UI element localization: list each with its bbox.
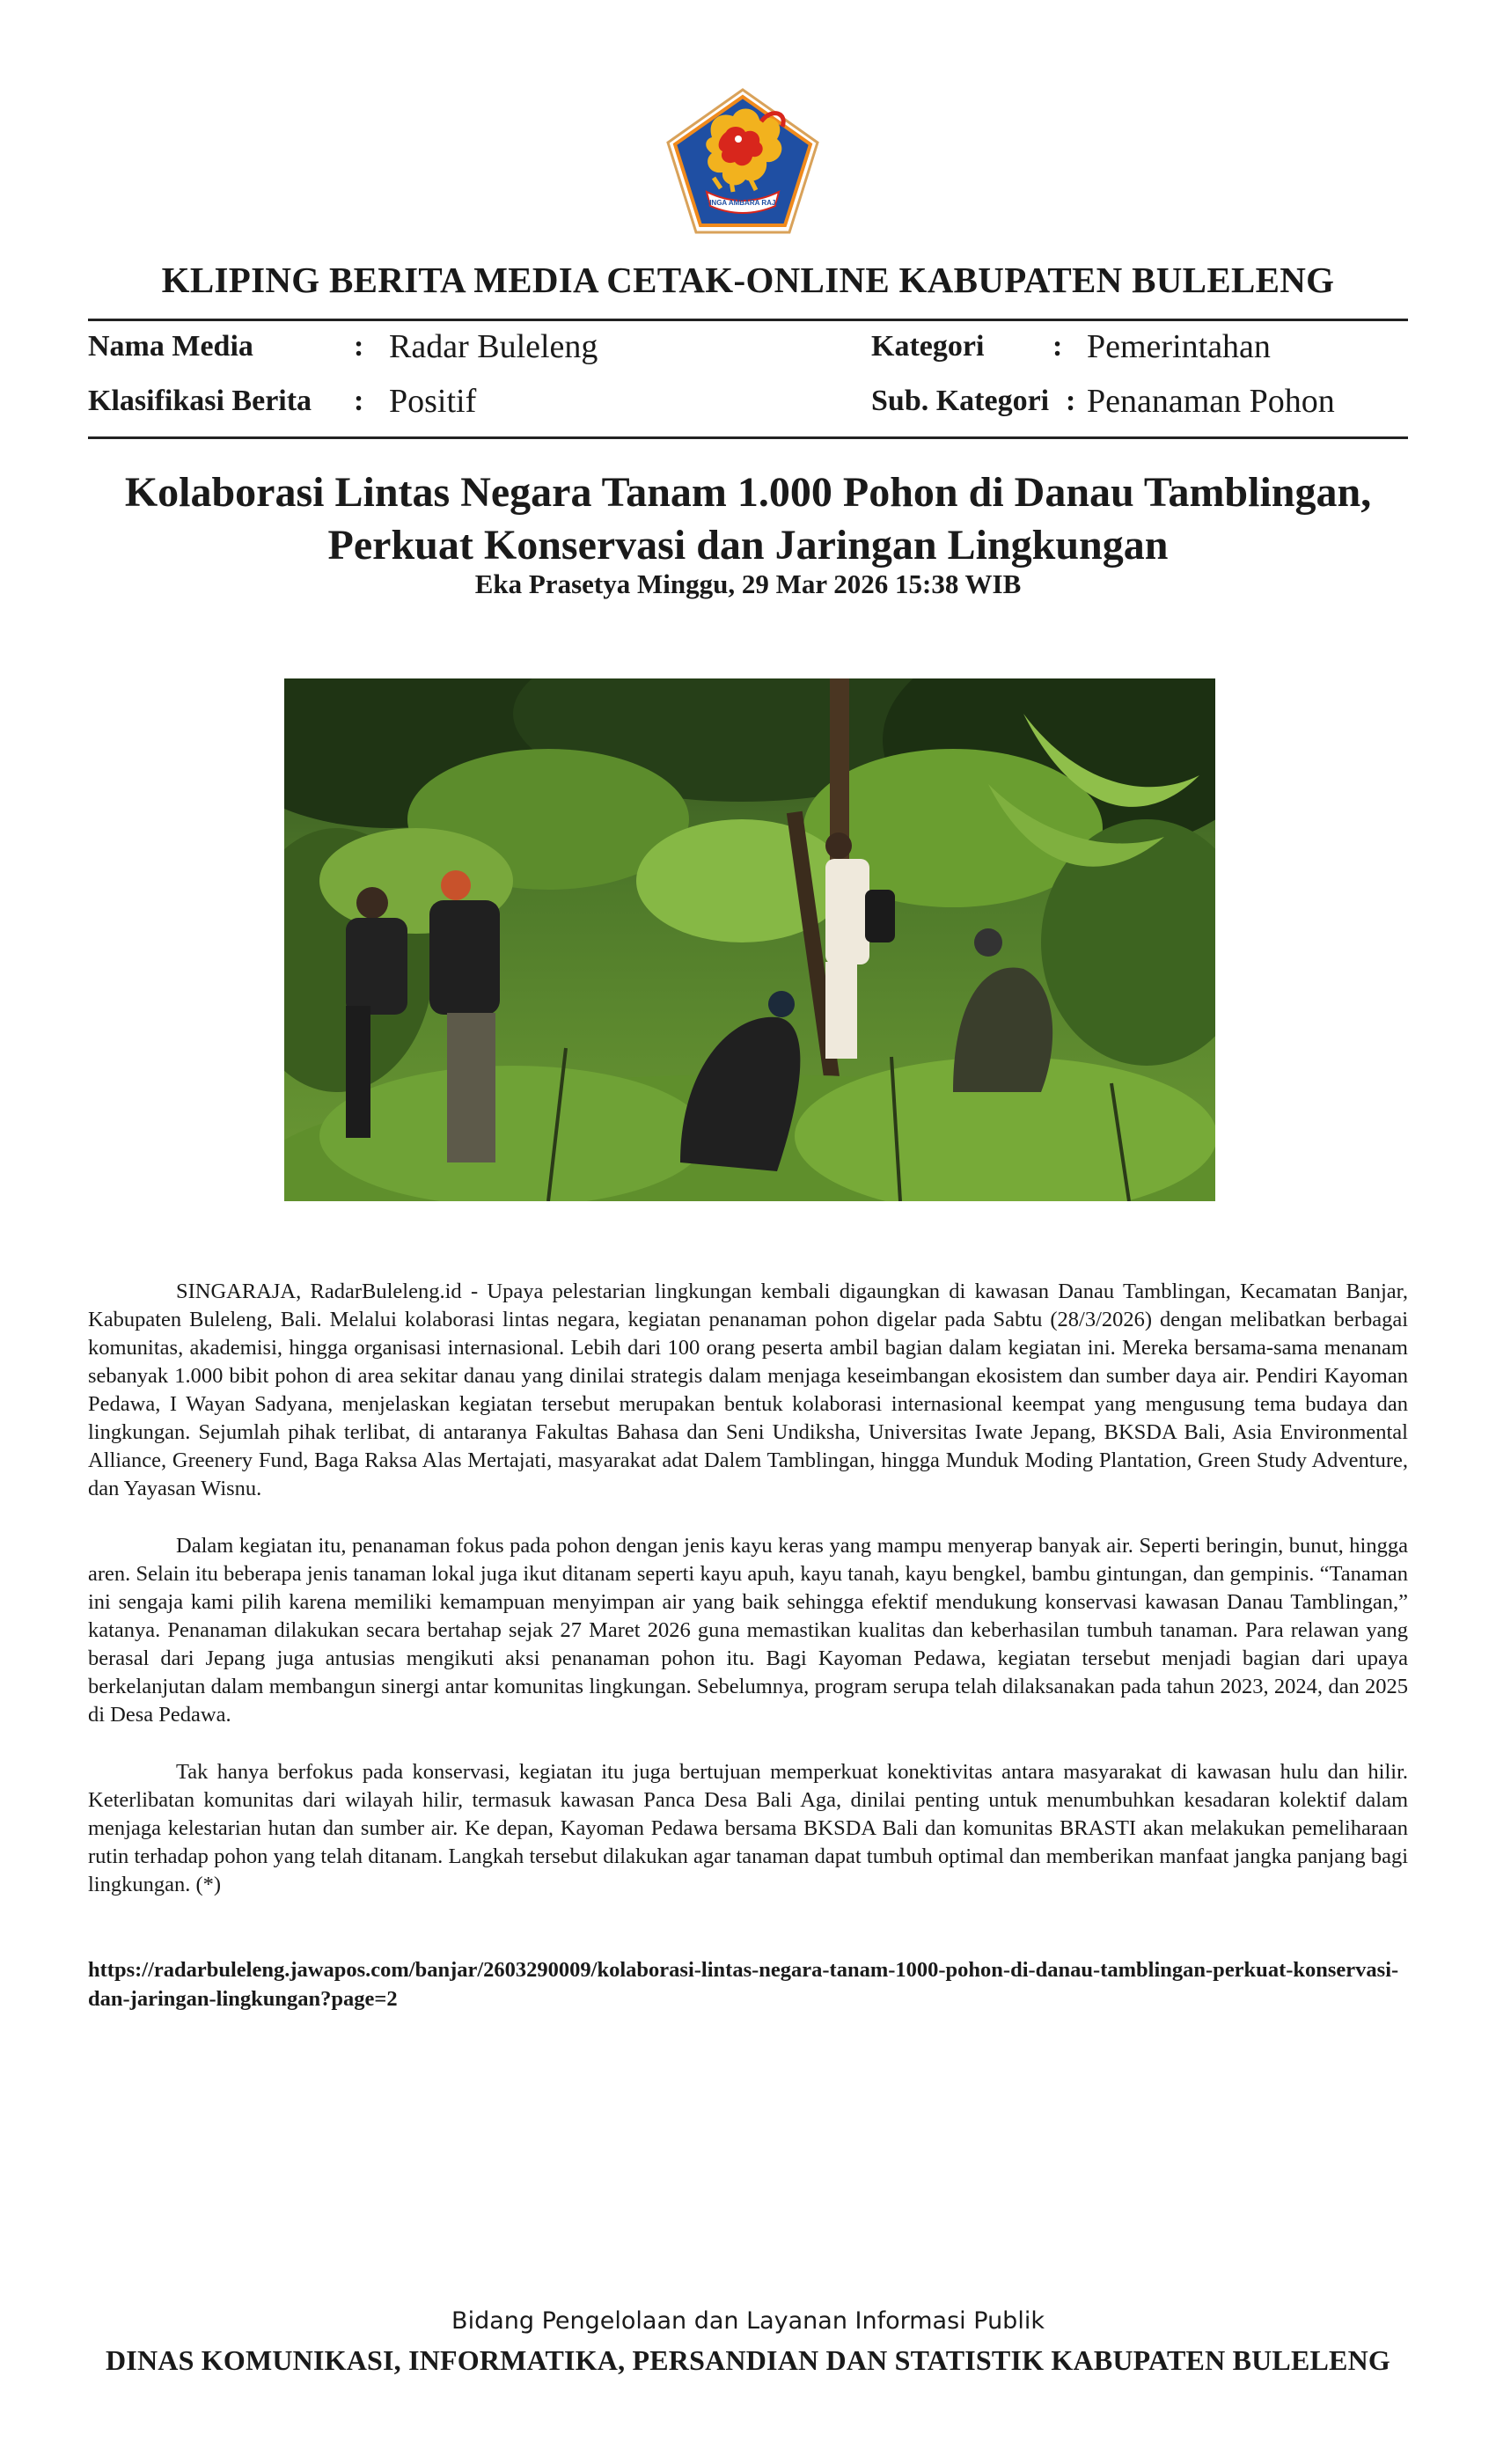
buleleng-emblem-logo [664, 86, 821, 236]
headline-line-2: Perkuat Konservasi dan Jaringan Lingkungan [327, 522, 1169, 568]
logo-motto-text: SINGA AMBARA RAJA [704, 199, 781, 207]
klasifikasi-colon: : [354, 385, 364, 417]
klasifikasi-label: Klasifikasi Berita [88, 385, 312, 417]
article-byline: Eka Prasetya Minggu, 29 Mar 2026 15:38 WIB [474, 568, 1022, 599]
header-divider-bottom [88, 436, 1408, 439]
article-paragraph: SINGARAJA, RadarBuleleng.id - Upaya pelestarian lingkungan kembali digaungkan di kawasan Danau Tamblingan, Kecamatan Banjar, Kabupaten Buleleng, Bali. Melalui kolaborasi lintas negara, kegiatan penanaman pohon digelar pada Sabtu (28/3/2026) dengan melibatkan berbagai komunitas, akademisi, hingga organisasi internasional. Lebih dari 100 orang peserta ambil bagian dalam kegiatan ini. Mereka bersama-sama menanam sebanyak 1.000 bibit pohon di area sekitar danau yang dinilai strategis dalam menjaga keseimbangan ekosistem dan sumber daya air. Pendiri Kayoman Pedawa, I Wayan Sadyana, menjelaskan kegiatan tersebut merupakan bentuk kolaborasi internasional keempat yang mengusung tema budaya dan lingkungan. Sejumlah pihak terlibat, di antaranya Fakultas Bahasa dan Seni Undiksha, Universitas Iwate Jepang, BKSDA Bali, Asia Environmental Alliance, Greenery Fund, Baga Raksa Alas Mertajati, masyarakat adat Dalem Tamblingan, hingga Munduk Moding Plantation, Green Study Adventure, dan Yayasan Wisnu. [88, 1280, 1408, 1500]
header-divider-top [88, 319, 1408, 321]
article-photo [284, 678, 1215, 1201]
sub-kategori-colon: : [1066, 385, 1076, 417]
nama-media-colon: : [354, 330, 364, 363]
article-body [88, 1278, 1408, 1928]
sub-kategori-value: Penanaman Pohon [1087, 383, 1335, 420]
kategori-value: Pemerintahan [1087, 328, 1271, 365]
article-headline [88, 466, 1408, 572]
article-paragraph: Dalam kegiatan itu, penanaman fokus pada pohon dengan jenis kayu keras yang mampu menyerap banyak air. Seperti beringin, bunut, hingga aren. Selain itu beberapa jenis tanaman lokal juga ikut ditanam seperti kayu apuh, kayu tanah, kayu bengkel, bambu gintungan, dan gempinis. “Tanaman ini sengaja kami pilih karena memiliki kemampuan menyimpan air yang baik sehingga efektif mendukung konservasi kawasan Danau Tamblingan,” katanya. Penanaman dilakukan secara bertahap sejak 27 Maret 2026 guna memastikan kualitas dan keberhasilan tumbuh tanaman. Para relawan yang berasal dari Jepang juga antusias mengikuti aksi penanaman pohon itu. Bagi Kayoman Pedawa, kegiatan tersebut menjadi bagian dari upaya berkelanjutan dalam membangun sinergi antar komunitas lingkungan. Sebelumnya, program serupa telah dilaksanakan pada tahun 2023, 2024, dan 2025 di Desa Pedawa. [88, 1534, 1408, 1727]
document-title: KLIPING BERITA MEDIA CETAK-ONLINE KABUPATEN BULELENG [161, 260, 1335, 300]
article-paragraph: Tak hanya berfokus pada konservasi, kegiatan itu juga bertujuan memperkuat konektivitas antara masyarakat di kawasan hulu dan hilir. Keterlibatan komunitas dari wilayah hilir, termasuk kawasan Panca Desa Bali Aga, dinilai penting untuk menumbuhkan kesadaran kolektif dalam menjaga kelestarian hutan dan sumber air. Ke depan, Kayoman Pedawa bersama BKSDA Bali dan komunitas BRASTI akan melakukan pemeliharaan rutin terhadap pohon yang telah ditanam. Langkah tersebut dilakukan agar tanaman dapat tumbuh optimal dan memberikan manfaat jangka panjang bagi lingkungan. (*) [88, 1760, 1408, 1896]
footer-department: Bidang Pengelolaan dan Layanan Informasi Publik [451, 2307, 1045, 2335]
nama-media-value: Radar Buleleng [389, 328, 598, 365]
kategori-colon: : [1052, 330, 1063, 363]
kategori-label: Kategori [871, 330, 985, 363]
source-url-link[interactable]: https://radarbuleleng.jawapos.com/banjar/2603290009/kolaborasi-lintas-negara-tanam-1000-pohon-di-danau-tamblingan-perkuat-konservasi-dan-jaringan-lingkungan?page=2 [88, 1958, 1399, 2011]
sub-kategori-label: Sub. Kategori [871, 385, 1050, 417]
footer-organization: DINAS KOMUNIKASI, INFORMATIKA, PERSANDIAN DAN STATISTIK KABUPATEN BULELENG [105, 2344, 1391, 2376]
nama-media-label: Nama Media [88, 330, 253, 363]
klasifikasi-value: Positif [389, 383, 477, 420]
headline-line-1: Kolaborasi Lintas Negara Tanam 1.000 Pohon di Danau Tamblingan, [124, 469, 1372, 516]
